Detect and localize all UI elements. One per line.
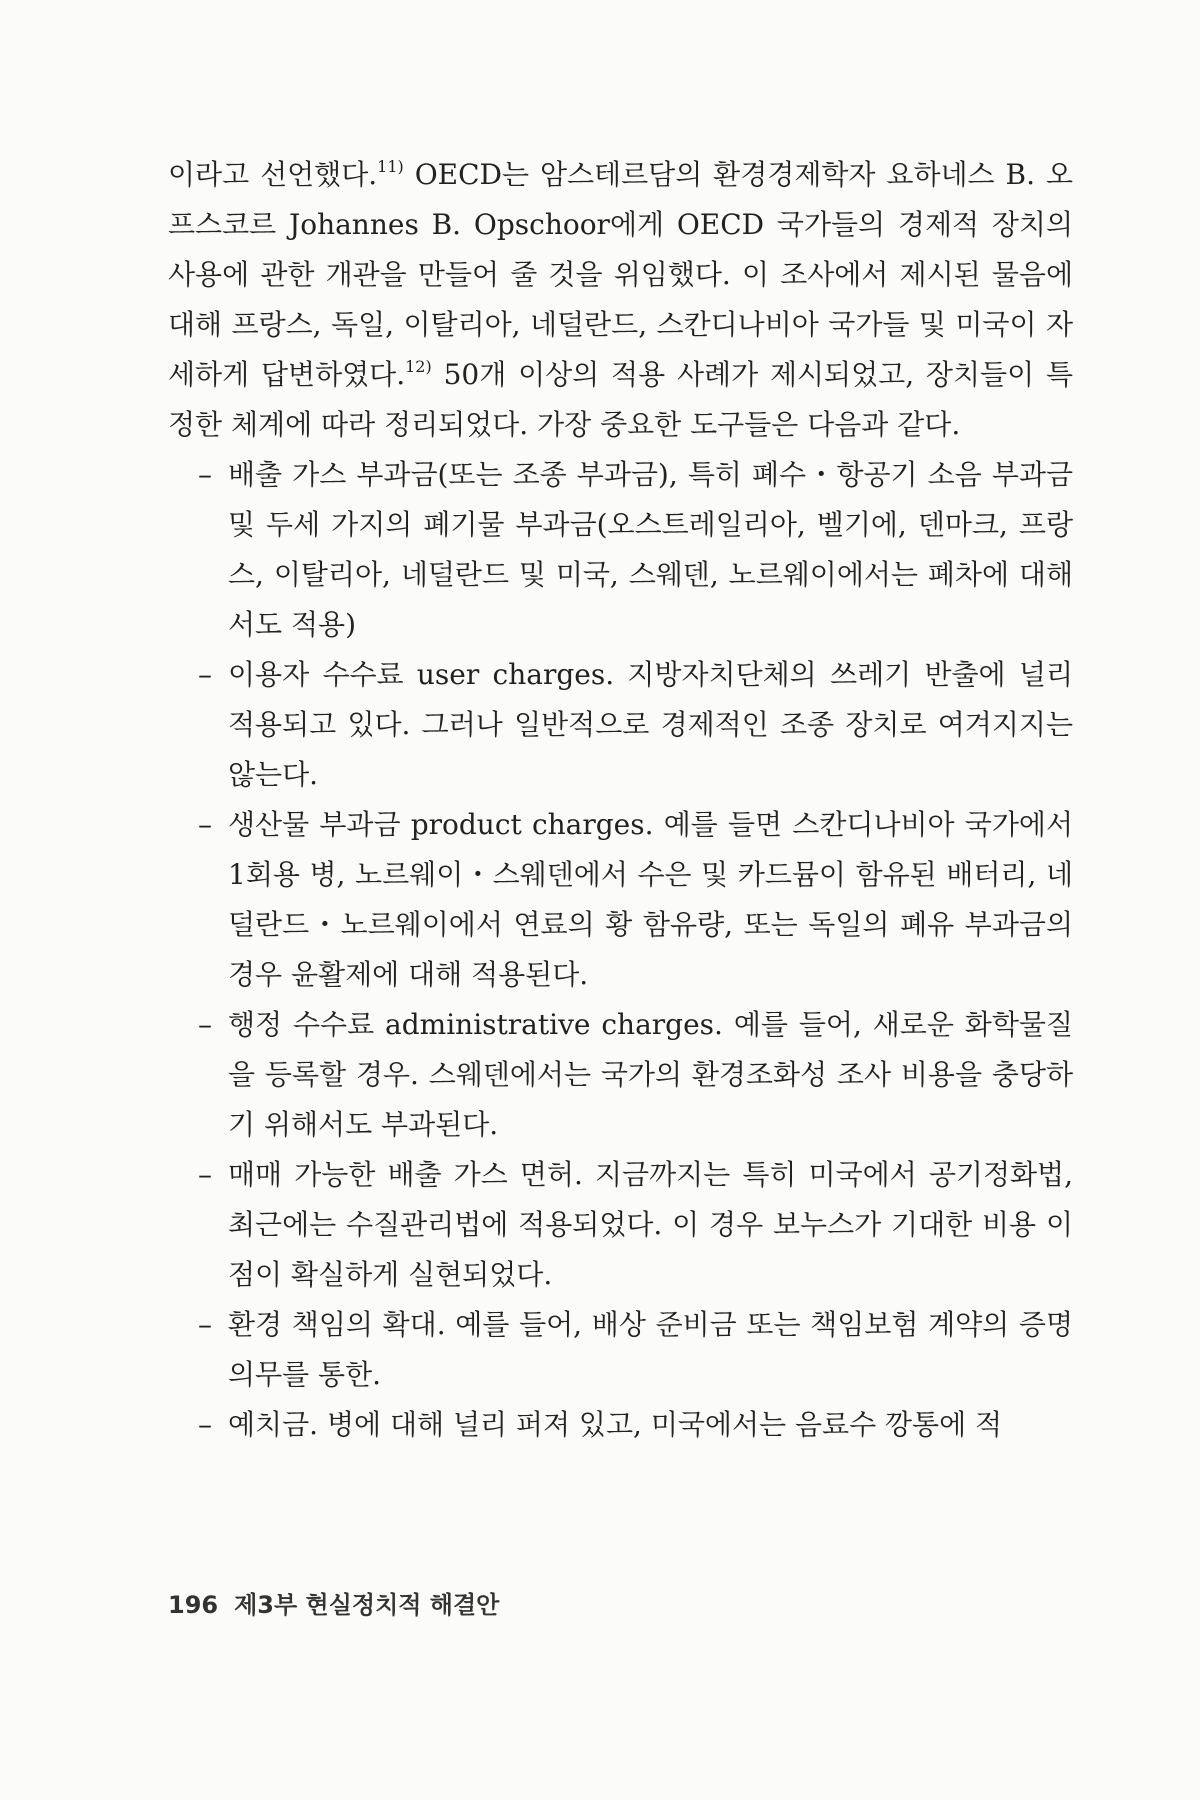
intro-paragraph xyxy=(168,150,1073,450)
list-item xyxy=(168,650,1073,800)
paragraph-text: 이라고 선언했다. xyxy=(168,158,378,191)
dash-bullet: – xyxy=(198,458,212,491)
dash-bullet: – xyxy=(198,658,212,691)
section-title: 제3부 현실정치적 해결안 xyxy=(234,1591,500,1619)
list-item-text: 이용자 수수료 user charges. 지방자치단체의 쓰레기 반출에 널리 적용되고 있다. 그러나 일반적으로 경제적인 조종 장치로 여겨지지는 않는다. xyxy=(228,658,1073,791)
list-item xyxy=(168,1000,1073,1150)
dash-bullet: – xyxy=(198,1008,212,1041)
list-item-text: 예치금. 병에 대해 널리 퍼져 있고, 미국에서는 음료수 깡통에 적 xyxy=(228,1408,1003,1441)
list-item xyxy=(168,450,1073,650)
list-item-text: 생산물 부과금 product charges. 예를 들면 스칸디나비아 국가에서 1회용 병, 노르웨이・스웨덴에서 수은 및 카드뮴이 함유된 배터리, 네덜란드・노르웨이에서 연료의 황 함유량, 또는 독일의 폐유 부과금의 경우 윤활제에 대해 적용된다. xyxy=(228,808,1073,991)
list-item-text: 매매 가능한 배출 가스 면허. 지금까지는 특히 미국에서 공기정화법, 최근에는 수질관리법에 적용되었다. 이 경우 보누스가 기대한 비용 이점이 확실하게 실현되었다. xyxy=(228,1158,1073,1291)
footnote-ref-12[interactable]: 12) xyxy=(405,357,432,376)
footnote-ref-11[interactable]: 11) xyxy=(377,157,404,176)
list-item-text: 행정 수수료 administrative charges. 예를 들어, 새로운 화학물질을 등록할 경우. 스웨덴에서는 국가의 환경조화성 조사 비용을 충당하기 위해서도 부과된다. xyxy=(228,1008,1073,1141)
dash-bullet: – xyxy=(198,1408,212,1441)
paragraph-text: 50개 이상의 적용 사례가 제시되었고, 장치들이 특정한 체계에 따라 정리되었다. 가장 중요한 도구들은 다음과 같다. xyxy=(168,358,1074,441)
dash-bullet: – xyxy=(198,1158,212,1191)
instrument-list xyxy=(168,450,1073,1450)
page-number: 196 xyxy=(168,1591,219,1619)
list-item-text: 환경 책임의 확대. 예를 들어, 배상 준비금 또는 책임보험 계약의 증명 의무를 통한. xyxy=(228,1308,1073,1391)
dash-bullet: – xyxy=(198,1308,212,1341)
paragraph-text: OECD는 암스테르담의 환경경제학자 요하네스 B. 오프스코르 Johannes B. Opschoor에게 OECD 국가들의 경제적 장치의 사용에 관한 개관을 만들어 줄 것을 위임했다. 이 조사에서 제시된 물음에 대해 프랑스, 독일, 이탈리아, 네덜란드, 스칸디나비아 국가들 및 미국이 자세하게 답변하였다. xyxy=(168,158,1073,391)
list-item xyxy=(168,1300,1073,1400)
list-item xyxy=(168,1400,1073,1450)
list-item xyxy=(168,1150,1073,1300)
body-text xyxy=(168,150,1073,1450)
list-item-text: 배출 가스 부과금(또는 조종 부과금), 특히 폐수・항공기 소음 부과금 및 두세 가지의 폐기물 부과금(오스트레일리아, 벨기에, 덴마크, 프랑스, 이탈리아, 네덜란드 및 미국, 스웨덴, 노르웨이에서는 폐차에 대해서도 적용) xyxy=(228,458,1073,641)
dash-bullet: – xyxy=(198,808,212,841)
page-footer xyxy=(168,1585,499,1620)
list-item xyxy=(168,800,1073,1000)
